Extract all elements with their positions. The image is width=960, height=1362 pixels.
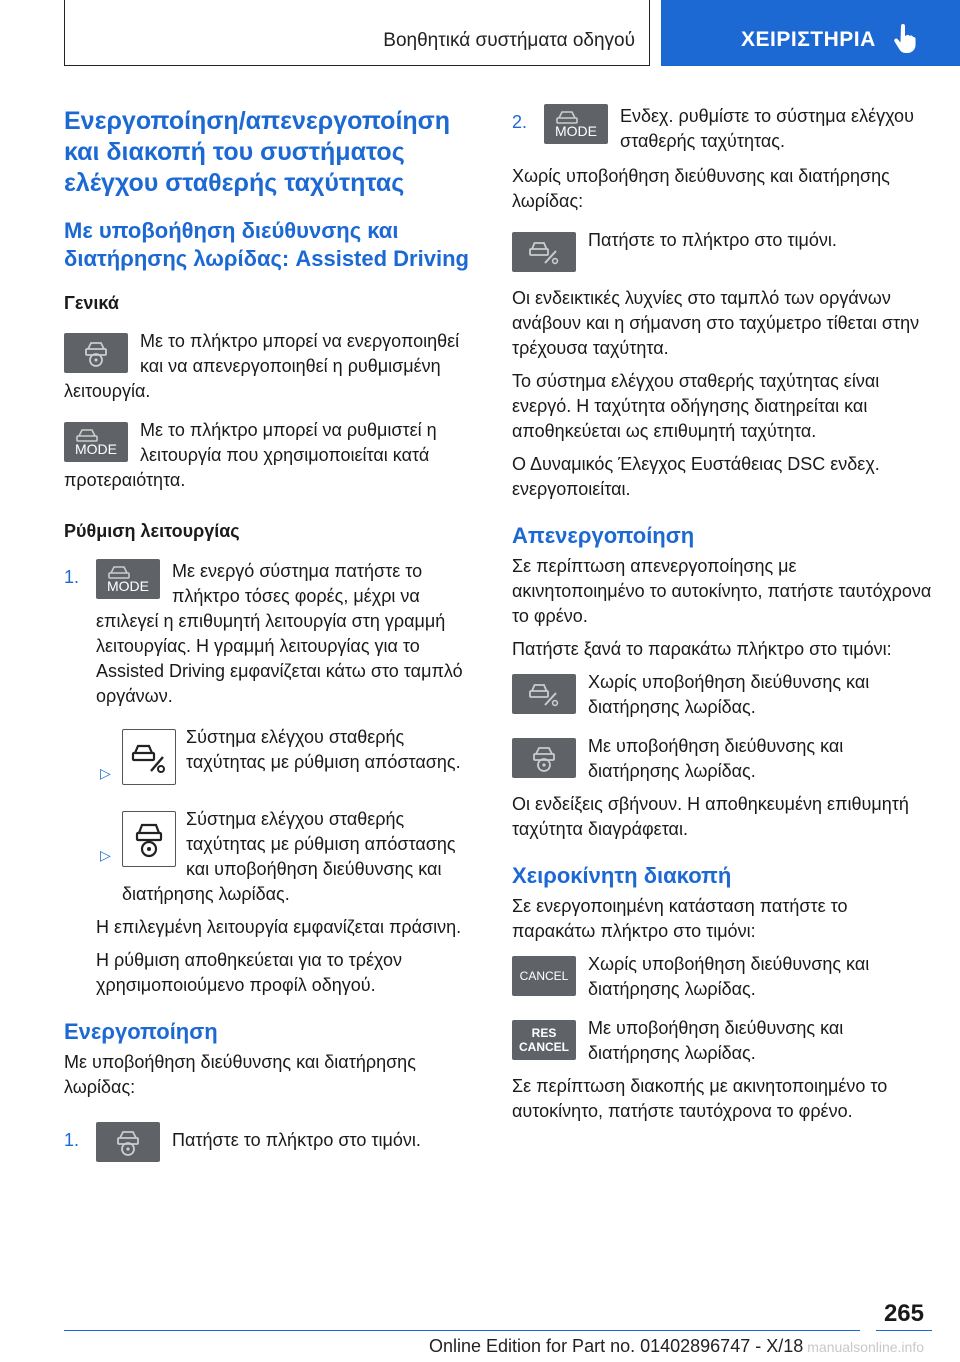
step-text: Πατήστε το πλήκτρο στο τιμόνι. (172, 1130, 421, 1150)
without-assist-text: Χωρίς υποβοήθηση διεύθυνσης και διατήρησης λωρίδας: (512, 166, 890, 211)
page-number: 265 (883, 1300, 924, 1327)
interrupt-text-2: Σε περίπτωση διακοπής με ακινητοποιημένο το αυτοκίνητο, πατήστε ταυτόχρονα το φρένο. (512, 1076, 888, 1121)
res-cancel-button-icon (512, 1020, 576, 1060)
res-cancel-label: CANCEL (519, 1040, 569, 1054)
cancel-button-icon (512, 956, 576, 996)
general-text-2: Με το πλήκτρο μπορεί να ρυθμιστεί η λειτουργία που χρησιμοποιείται κατά προτεραιότητα. (64, 420, 437, 490)
mode-option-2 (64, 807, 480, 907)
chapter-tab-label: ΧΕΙΡΙΣΤΗΡΙΑ (741, 28, 876, 51)
step-number: 1. (64, 567, 80, 587)
mode-label: MODE (75, 441, 117, 457)
step-text: Ενδεχ. ρυθμίστε το σύστημα ελέγχου σταθερής ταχύτητας. (620, 106, 914, 151)
steering-assist-button-icon (96, 1122, 160, 1162)
page-title: Ενεργοποίηση/απενεργοποίηση και διακοπή του συστήματος ελέγχου σταθερής ταχύτητας (64, 107, 451, 197)
steering-assist-button-icon (512, 738, 576, 778)
option-text: Χωρίς υποβοήθηση διεύθυνσης και διατήρησης λωρίδας. (588, 672, 870, 717)
saved-note: Η ρύθμιση αποθηκεύεται για το τρέχον χρησιμοποιούμενο προφίλ οδηγού. (96, 950, 402, 995)
mode-button-icon (544, 104, 608, 144)
step-number: 1. (64, 1130, 80, 1150)
steering-assist-button-icon (64, 333, 128, 373)
deactivation-option-1 (512, 670, 932, 720)
activation-step-2 (512, 104, 932, 154)
activation-text: Με υποβοήθηση διεύθυνσης και διατήρησης λωρίδας: (64, 1052, 416, 1097)
footer-divider-short (876, 1330, 932, 1331)
general-paragraph-2 (64, 418, 480, 493)
steering-assist-icon (122, 811, 176, 867)
hand-pointer-icon (893, 24, 917, 54)
setting-heading: Ρύθμιση λειτουργίας (64, 521, 240, 541)
deactivation-option-2 (512, 734, 932, 784)
mode-button-icon (64, 422, 128, 462)
section-subtitle: Βοηθητικά συστήματα οδηγού (383, 30, 635, 51)
option-text: Χωρίς υποβοήθηση διεύθυνσης και διατήρησης λωρίδας. (588, 954, 870, 999)
deactivation-text-1: Σε περίπτωση απενεργοποίησης με ακινητοποιημένο το αυτοκίνητο, πατήστε ταυτόχρονα το φρένο. (512, 556, 932, 626)
res-label: RES (531, 1026, 557, 1040)
lamps-text: Οι ενδεικτικές λυχνίες στο ταμπλό των οργάνων ανάβουν και η σήμανση στο ταχύμετρο τίθεται στην τρέχουσα ταχύτητα. (512, 288, 920, 358)
deactivation-text-2: Πατήστε ξανά το παρακάτω πλήκτρο στο τιμόνι: (512, 639, 892, 659)
triangle-bullet-icon: ▷ (100, 765, 111, 781)
interrupt-heading: Χειροκίνητη διακοπή (512, 863, 732, 888)
active-text: Το σύστημα ελέγχου σταθερής ταχύτητας είναι ενεργό. Η ταχύτητα οδήγησης διατηρείται και αποθηκεύεται ως επιθυμητή ταχύτητα. (512, 371, 880, 441)
setting-step-1 (64, 559, 480, 709)
header-bar (64, 0, 650, 66)
green-note: Η επιλεγμένη λειτουργία εμφανίζεται πράσινη. (96, 917, 462, 937)
right-column (512, 104, 932, 1124)
general-paragraph-1 (64, 329, 480, 404)
option-text: Σύστημα ελέγχου σταθερής ταχύτητας με ρύθμιση απόστασης και υποβοήθηση διεύθυνσης και διατήρησης λωρίδας. (122, 809, 456, 904)
watermark-text: manualsonline.info (807, 1339, 924, 1355)
deactivation-text-3: Οι ενδείξεις σβήνουν. Η αποθηκευμένη επιθυμητή ταχύτητα διαγράφεται. (512, 794, 909, 839)
footer-divider (64, 1330, 860, 1331)
press-wheel-text: Πατήστε το πλήκτρο στο τιμόνι. (588, 230, 837, 250)
activation-step-1 (64, 1122, 480, 1153)
triangle-bullet-icon: ▷ (100, 847, 111, 863)
distance-button-icon (512, 232, 576, 272)
interrupt-option-1 (512, 952, 932, 1002)
chapter-tab[interactable] (661, 0, 960, 66)
press-wheel-paragraph (512, 228, 932, 278)
distance-button-icon (512, 674, 576, 714)
activation-heading: Ενεργοποίηση (64, 1019, 218, 1044)
option-text: Με υποβοήθηση διεύθυνσης και διατήρησης λωρίδας. (588, 736, 844, 781)
footer-edition (0, 1336, 960, 1357)
cancel-label: CANCEL (519, 969, 569, 983)
interrupt-option-2 (512, 1016, 932, 1066)
mode-label: MODE (555, 123, 597, 139)
dsc-text: Ο Δυναμικός Έλεγχος Ευστάθειας DSC ενδεχ. ενεργοποιείται. (512, 454, 880, 499)
deactivation-heading: Απενεργοποίηση (512, 523, 695, 548)
mode-button-icon (96, 559, 160, 599)
option-text: Σύστημα ελέγχου σταθερής ταχύτητας με ρύθμιση απόστασης. (186, 727, 461, 772)
left-column (64, 96, 480, 1168)
general-text-1: Με το πλήκτρο μπορεί να ενεργοποιηθεί και να απενεργοποιηθεί η ρυθμισμένη λειτουργία. (64, 331, 460, 401)
interrupt-text-1: Σε ενεργοποιημένη κατάσταση πατήστε το παρακάτω πλήκτρο στο τιμόνι: (512, 896, 848, 941)
mode-option-1 (64, 725, 480, 791)
step-number: 2. (512, 112, 528, 132)
general-heading: Γενικά (64, 293, 119, 313)
option-text: Με υποβοήθηση διεύθυνσης και διατήρησης λωρίδας. (588, 1018, 844, 1063)
edition-text: Online Edition for Part no. 01402896747 - X/18 (428, 1336, 804, 1356)
section-heading: Με υποβοήθηση διεύθυνσης και διατήρησης λωρίδας: Assisted Driving (64, 218, 469, 271)
distance-control-icon (122, 729, 176, 785)
step-text: Με ενεργό σύστημα πατήστε το πλήκτρο τόσες φορές, μέχρι να επιλεγεί η επιθυμητή λειτουργία στη γραμμή λειτουργίας. Η γραμμή λειτουργίας για το Assisted Driving εμφανίζεται κάτω στο ταμπλό οργάνων. (96, 561, 463, 706)
mode-label: MODE (107, 578, 149, 594)
